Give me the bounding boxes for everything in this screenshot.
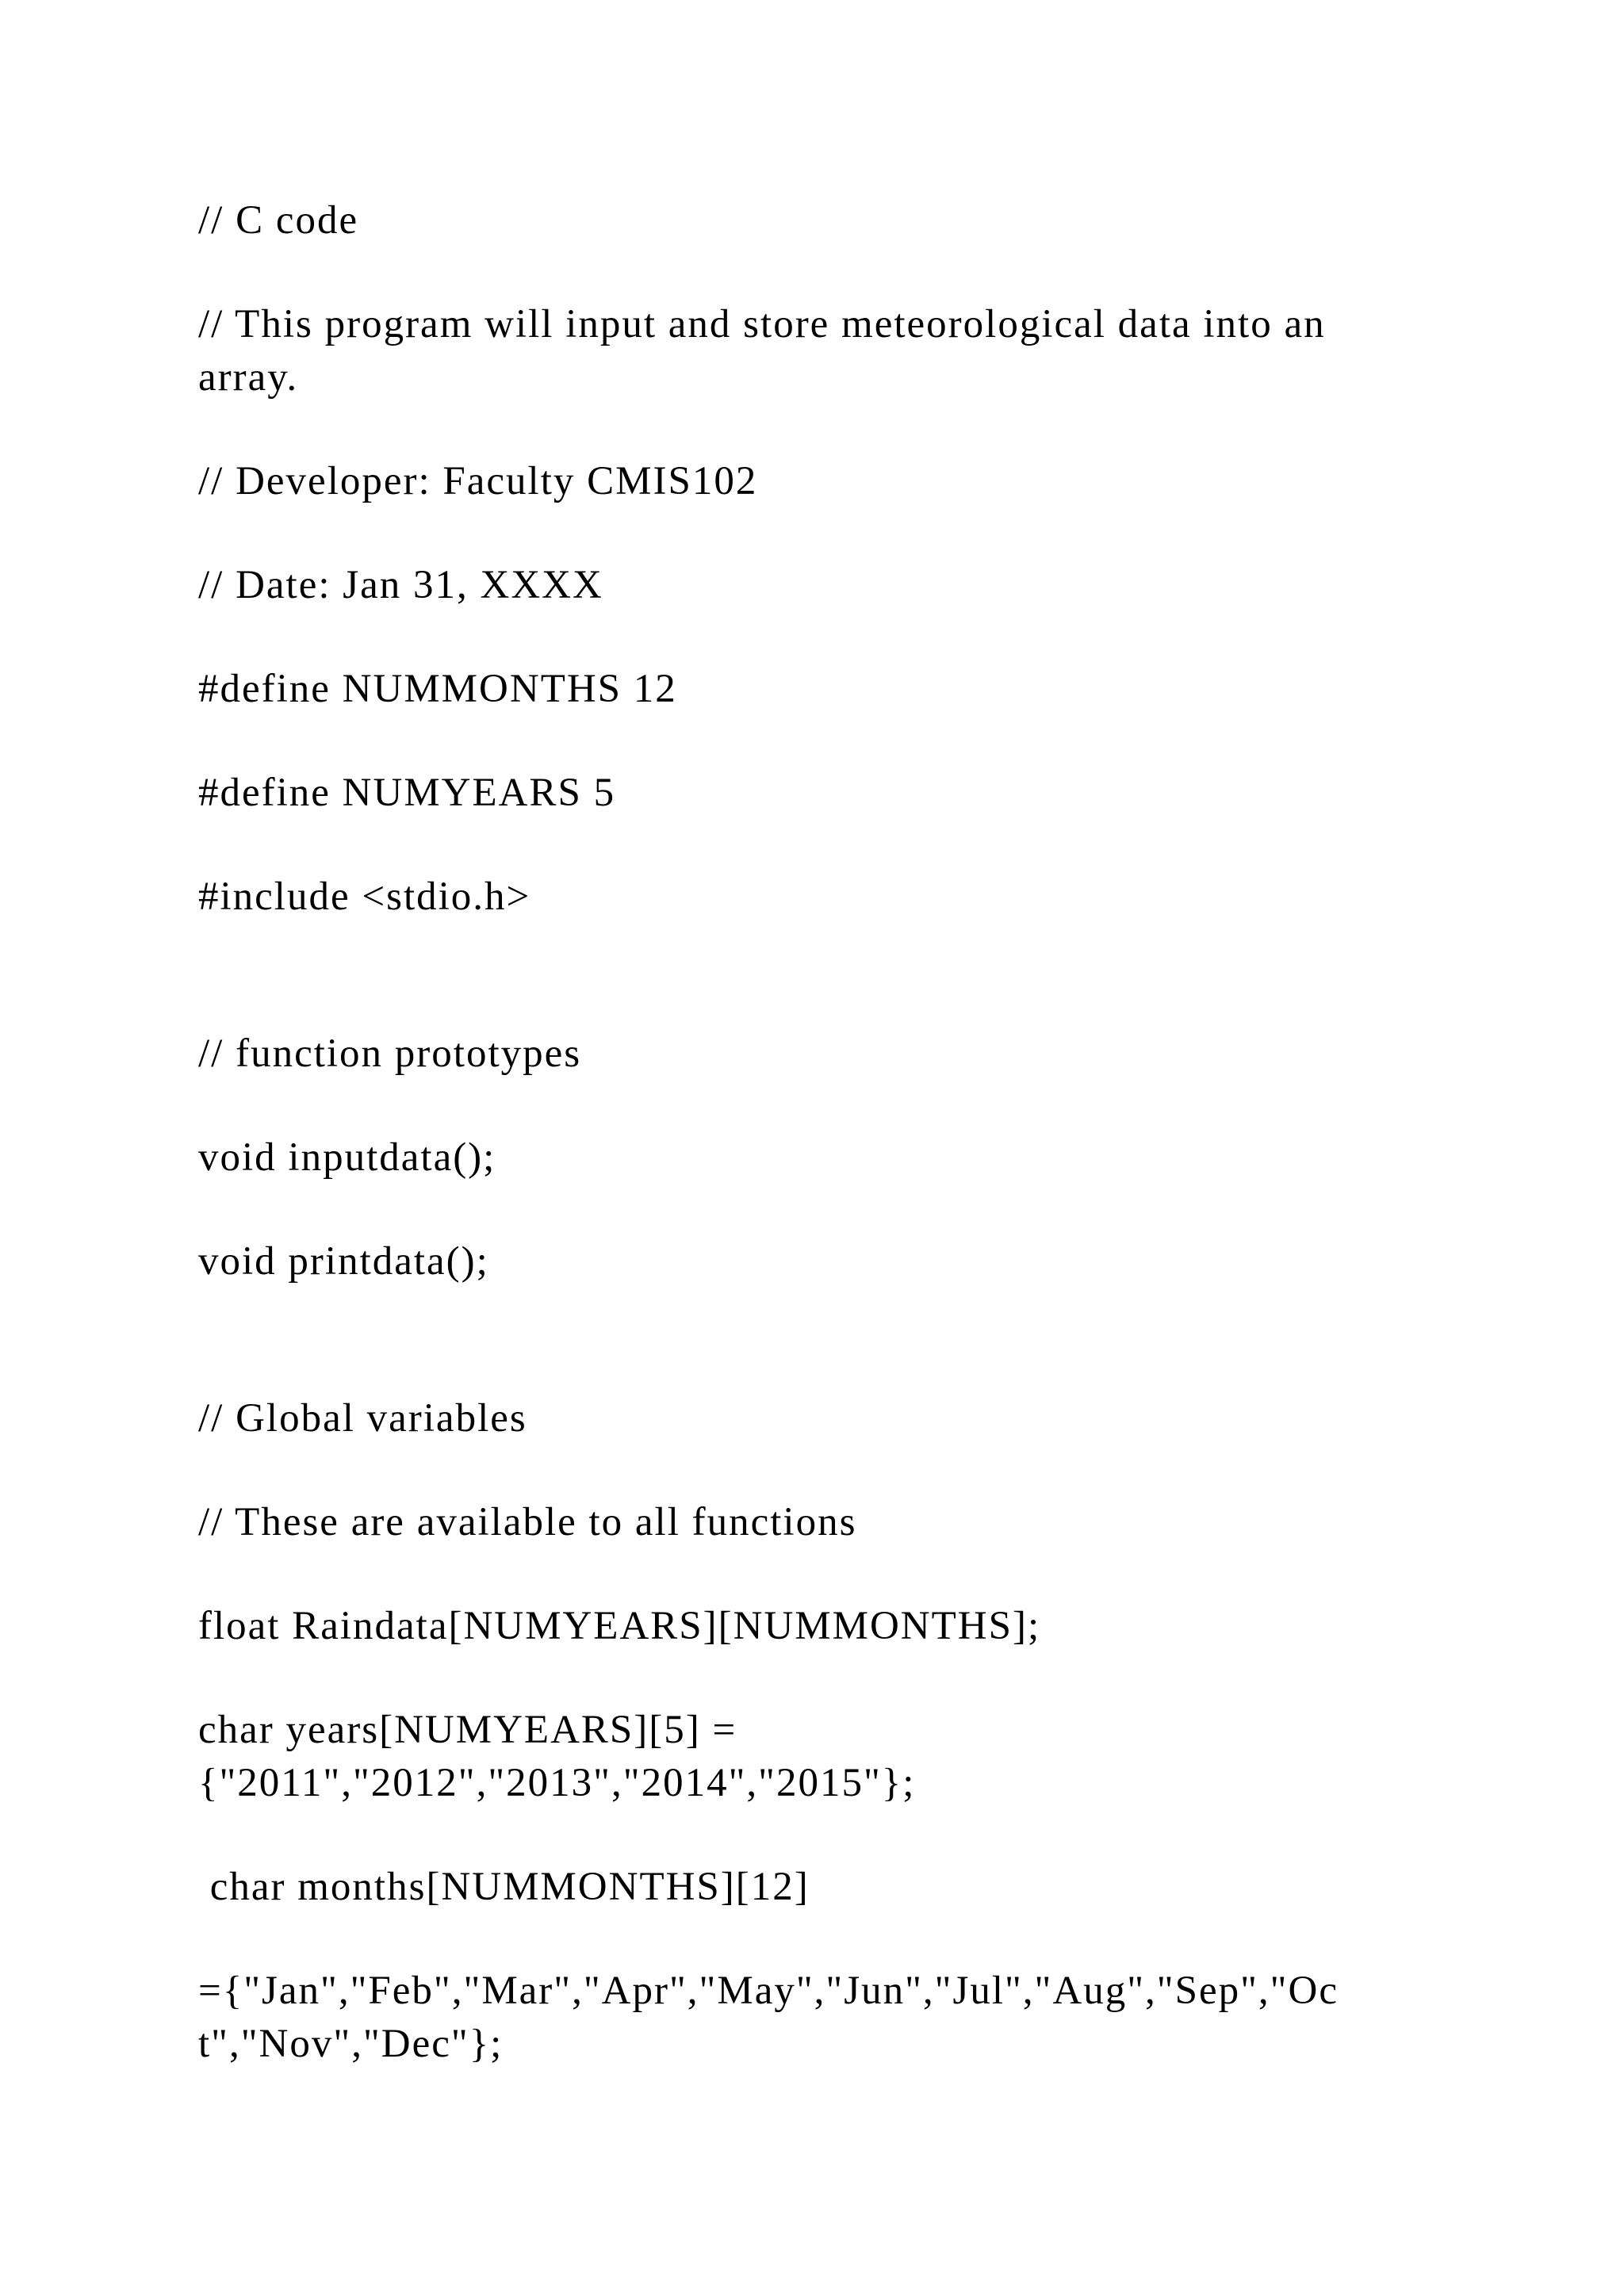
comment-globals-scope: // These are available to all functions	[198, 1500, 857, 1544]
define-numyears: #define NUMYEARS 5	[198, 771, 616, 815]
decl-years: char years[NUMYEARS][5] = {"2011","2012","2013","2014","2015"};	[198, 1708, 916, 1805]
decl-months-init: ={"Jan","Feb","Mar","Apr","May","Jun","Jul","Aug","Sep","Oc t","Nov","Dec"};	[198, 1969, 1339, 2066]
include-stdio: #include <stdio.h>	[198, 874, 531, 919]
comment-globals: // Global variables	[198, 1396, 527, 1441]
comment-date: // Date: Jan 31, XXXX	[198, 563, 603, 607]
prototype-inputdata: void inputdata();	[198, 1135, 496, 1180]
comment-developer: // Developer: Faculty CMIS102	[198, 459, 758, 503]
comment-prototypes: // function prototypes	[198, 1031, 582, 1076]
prototype-printdata: void printdata();	[198, 1239, 489, 1284]
decl-months: char months[NUMMONTHS][12]	[198, 1865, 810, 1909]
decl-raindata: float Raindata[NUMYEARS][NUMMONTHS];	[198, 1604, 1041, 1648]
code-listing	[198, 194, 1435, 2122]
comment-language: // C code	[198, 198, 359, 243]
define-nummonths: #define NUMMONTHS 12	[198, 667, 677, 711]
comment-description: // This program will input and store meteorological data into an array.	[198, 302, 1338, 400]
